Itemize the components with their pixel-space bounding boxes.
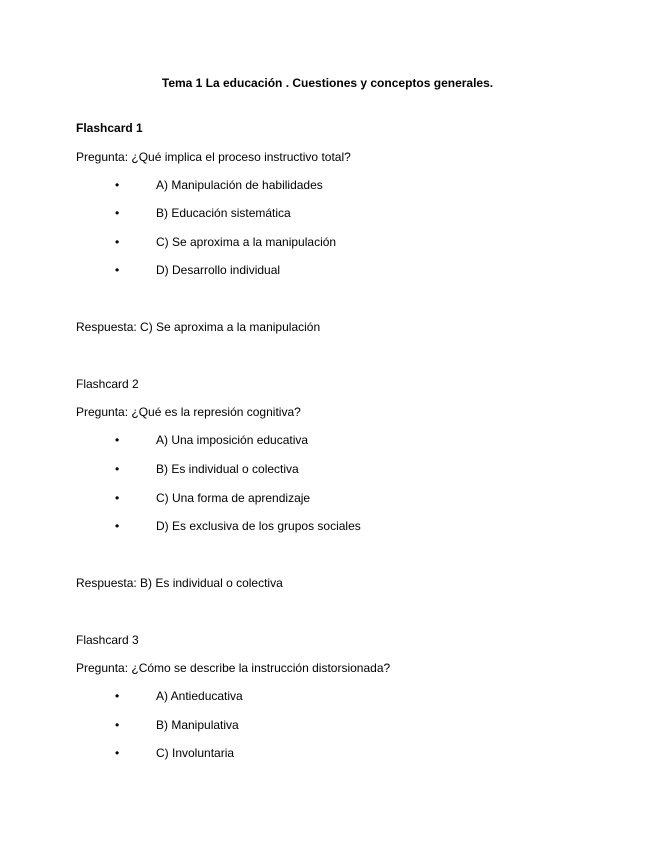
flashcard-2-option-b <box>112 461 299 477</box>
flashcard-3-question: Pregunta: ¿Cómo se describe la instrucción distorsionada? <box>76 661 391 675</box>
bullet: • <box>115 263 120 277</box>
option-text: A) Antieducativa <box>156 689 243 703</box>
flashcard-3-heading: Flashcard 3 <box>76 633 139 647</box>
option-text: C) Involuntaria <box>156 746 235 760</box>
option-text: B) Educación sistemática <box>156 206 291 220</box>
bullet: • <box>115 519 120 533</box>
bullet: • <box>115 178 120 192</box>
bullet: • <box>115 433 120 447</box>
flashcard-1-question: Pregunta: ¿Qué implica el proceso instructivo total? <box>76 150 351 164</box>
bullet: • <box>115 206 120 220</box>
flashcard-2-answer: Respuesta: B) Es individual o colectiva <box>76 576 283 590</box>
flashcard-3-option-b <box>112 717 239 733</box>
option-text: C) Una forma de aprendizaje <box>156 491 311 505</box>
flashcard-2-heading: Flashcard 2 <box>76 377 139 391</box>
flashcard-2-option-d <box>112 518 361 534</box>
flashcard-1-option-b <box>112 205 291 221</box>
option-text: A) Manipulación de habilidades <box>156 178 323 192</box>
option-text: C) Se aproxima a la manipulación <box>156 235 337 249</box>
flashcard-2-option-c <box>112 490 310 506</box>
option-text: A) Una imposición educativa <box>156 433 309 447</box>
bullet: • <box>115 491 120 505</box>
flashcard-2-option-a <box>112 432 308 448</box>
document-title: Tema 1 La educación . Cuestiones y conceptos generales. <box>161 76 494 90</box>
flashcard-3-option-c <box>112 745 234 761</box>
flashcard-1-heading: Flashcard 1 <box>76 121 143 135</box>
flashcard-1-option-d <box>112 262 280 278</box>
bullet: • <box>115 235 120 249</box>
flashcard-1-answer: Respuesta: C) Se aproxima a la manipulación <box>76 320 321 334</box>
flashcard-2-question: Pregunta: ¿Qué es la represión cognitiva? <box>76 405 301 419</box>
option-text: D) Es exclusiva de los grupos sociales <box>156 519 361 533</box>
bullet: • <box>115 462 120 476</box>
flashcard-1-option-c <box>112 234 336 250</box>
flashcard-1-option-a <box>112 177 323 193</box>
option-text: B) Manipulativa <box>156 718 239 732</box>
bullet: • <box>115 718 120 732</box>
flashcard-3-option-a <box>112 688 243 704</box>
bullet: • <box>115 689 120 703</box>
bullet: • <box>115 746 120 760</box>
option-text: D) Desarrollo individual <box>156 263 281 277</box>
option-text: B) Es individual o colectiva <box>156 462 299 476</box>
